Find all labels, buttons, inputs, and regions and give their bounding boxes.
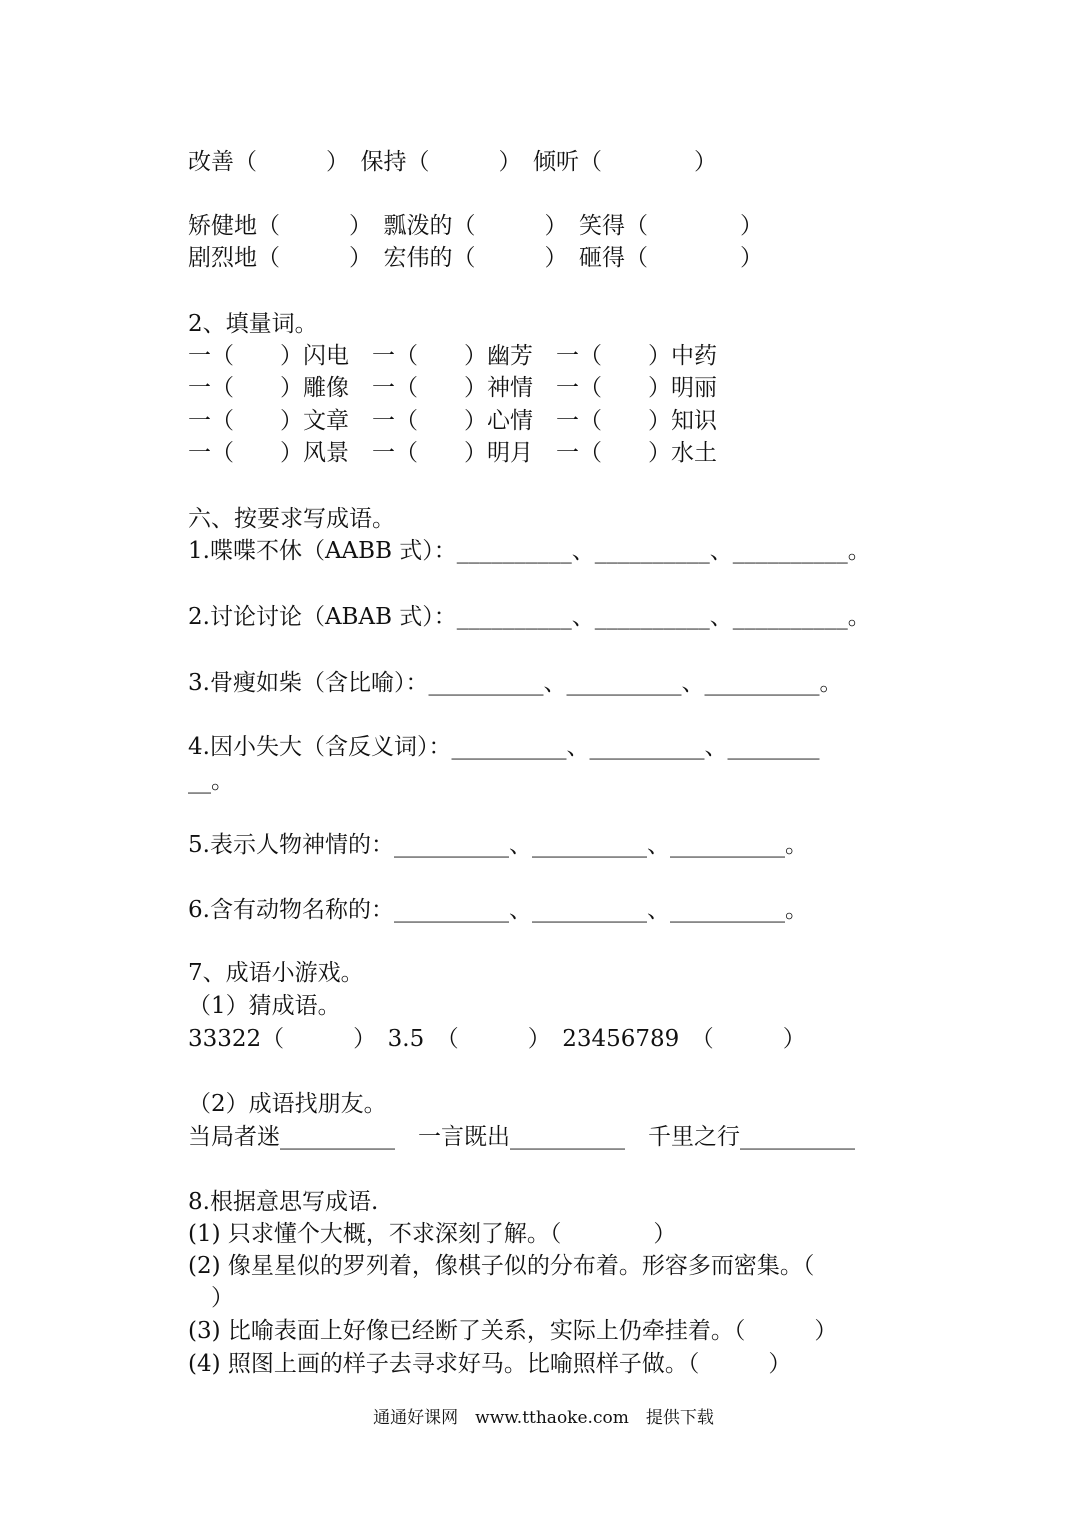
idiom-question-continued: __。: [188, 768, 234, 794]
section-heading: 2、填量词。: [188, 311, 318, 337]
meaning-question: (1) 只求懂个大概，不求深刻了解。（ ）: [188, 1221, 677, 1247]
idiom-question: 1.喋喋不休（AABB 式）：__________、__________、__________。: [188, 538, 871, 564]
footer-credit: 通通好课网 www.tthaoke.com 提供下载: [373, 1408, 714, 1428]
meaning-question: (2) 像星星似的罗列着，像棋子似的分布着。形容多而密集。（: [188, 1253, 815, 1279]
measure-word-line: 一（ ）闪电 一（ ）幽芳 一（ ）中药: [188, 343, 717, 369]
meaning-question: (4) 照图上画的样子去寻求好马。比喻照样子做。（ ）: [188, 1351, 792, 1377]
word-pair-line: 改善（ ） 保持（ ） 倾听（ ）: [188, 149, 717, 175]
section-heading: 7、成语小游戏。: [188, 960, 364, 986]
measure-word-line: 一（ ）雕像 一（ ）神情 一（ ）明丽: [188, 375, 717, 401]
idiom-question: 6.含有动物名称的：__________、__________、__________。: [188, 897, 808, 923]
meaning-question: (3) 比喻表面上好像已经断了关系，实际上仍牵挂着。（ ）: [188, 1318, 838, 1344]
idiom-question: 4.因小失大（含反义词）：__________、__________、________: [188, 734, 820, 760]
riddle-line: 33322（ ） 3.5 （ ） 23456789 （ ）: [188, 1026, 806, 1052]
section-heading: 8.根据意思写成语.: [188, 1189, 379, 1215]
word-pair-line: 剧烈地（ ） 宏伟的（ ） 砸得（ ）: [188, 245, 763, 271]
meaning-question-continued: ）: [188, 1285, 234, 1311]
word-pair-line: 矫健地（ ） 瓢泼的（ ） 笑得（ ）: [188, 213, 763, 239]
idiom-question: 5.表示人物神情的：__________、__________、__________。: [188, 832, 808, 858]
subsection-heading: （2）成语找朋友。: [188, 1091, 387, 1117]
section-heading: 六、按要求写成语。: [188, 506, 395, 532]
subsection-heading: （1）猜成语。: [188, 993, 341, 1019]
idiom-pair-line: 当局者迷__________ 一言既出__________ 千里之行__________: [188, 1124, 855, 1150]
measure-word-line: 一（ ）风景 一（ ）明月 一（ ）水土: [188, 440, 717, 466]
idiom-question: 2.讨论讨论（ABAB 式）：__________、__________、__________。: [188, 604, 871, 630]
idiom-question: 3.骨瘦如柴（含比喻）：__________、__________、__________。: [188, 670, 843, 696]
measure-word-line: 一（ ）文章 一（ ）心情 一（ ）知识: [188, 408, 717, 434]
